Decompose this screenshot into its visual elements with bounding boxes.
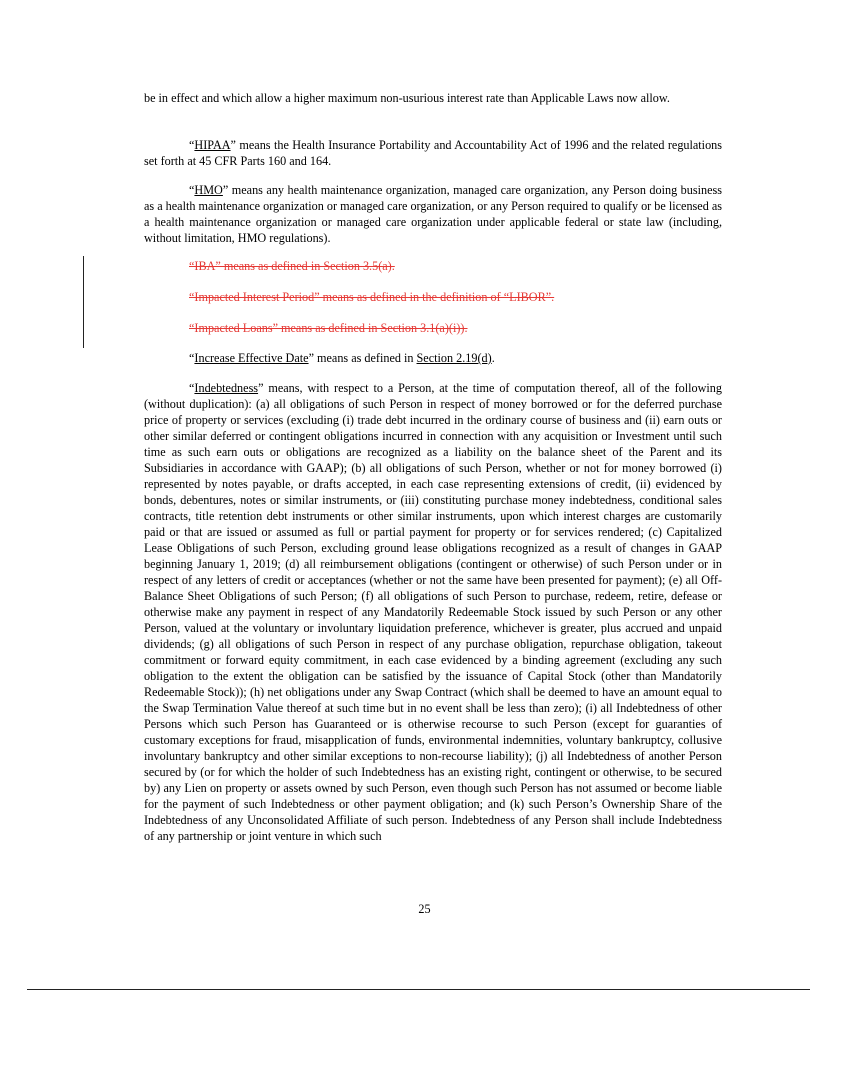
open-quote: “ [189, 351, 195, 365]
section-reference: Section 2.19(d) [416, 351, 492, 365]
defined-term-indebtedness: Indebtedness [194, 381, 259, 395]
definition-end: . [491, 351, 495, 365]
definition-hipaa-text: ” means the Health Insurance Portability and Accountability Act of 1996 and the related regulations set forth at 45 CFR Parts 160 and 164. [144, 138, 722, 168]
revision-change-bar [83, 256, 84, 348]
definition-hipaa [144, 137, 722, 169]
page-number: 25 [418, 902, 431, 916]
open-quote: “ [189, 183, 195, 197]
defined-term-increase-effective-date: Increase Effective Date [194, 351, 309, 365]
defined-term-hmo: HMO [194, 183, 223, 197]
deleted-definition-impacted-loans: “Impacted Loans” means as defined in Section 3.1(a)(i)). [189, 321, 468, 335]
footer-divider [27, 989, 810, 990]
definition-hmo [144, 182, 722, 246]
open-quote: “ [189, 138, 195, 152]
definition-indebtedness-text: ” means, with respect to a Person, at the time of computation thereof, all of the following (without duplication): (a) all obligations of such Person in respect of money borrowed or for the deferred purchase price of property or services (excluding (i) trade debt incurred in the ordinary course of business and (ii) earn outs or other similar deferred or contingent obligations incurred in connection with any acquisition or Investment until such time as such earn outs or obligations are recognized as a liability on the balance sheet of the Parent and its Subsidiaries in accordance with GAAP); (b) all obligations of such Person, whether or not for money borrowed (i) represented by notes payable, or drafts accepted, in each case representing extensions of credit, (ii) evidenced by bonds, debentures, notes or similar instruments, or (iii) constituting purchase money indebtedness, conditional sales contracts, title retention debt instruments or other similar instruments, upon which interest charges are customarily paid or that are issued or assumed as full or partial payment for property or for services rendered; (c) Capitalized Lease Obligations of such Person, excluding ground lease obligations recognized as a result of changes in GAAP beginning January 1, 2019; (d) all reimbursement obligations (contingent or otherwise) of such Person under or in respect of any letters of credit or acceptances (whether or not the same have been presented for payment); (e) all Off-Balance Sheet Obligations of such Person; (f) all obligations of such Person to purchase, redeem, retire, defease or otherwise make any payment in respect of any Mandatorily Redeemable Stock issued by such Person or any other Person, valued at the voluntary or involuntary liquidation preference, whichever is greater, plus accrued and unpaid dividends; (g) all obligations of such Person in respect of any purchase obligation, repurchase obligation, takeout commitment or forward equity commitment, in each case evidenced by a binding agreement (excluding any such obligation to the extent the obligation can be satisfied by the issuance of Capital Stock (other than Mandatorily Redeemable Stock)); (h) net obligations under any Swap Contract (which shall be deemed to have an amount equal to the Swap Termination Value thereof at such time but in no event shall be less than zero); (i) all Indebtedness of other Persons which such Person has Guaranteed or is otherwise recourse to such Person (except for guaranties of customary exceptions for fraud, misapplication of funds, environmental indemnities, voluntary bankruptcy, collusive involuntary bankruptcy and other similar exceptions to non-recourse liability); (j) all Indebtedness of another Person secured by (or for which the holder of such Indebtedness has an existing right, contingent or otherwise, to be secured by) any Lien on property or assets owned by such Person, even though such Person has not assumed or become liable for the payment of such Indebtedness or other payment obligation; and (k) such Person’s Ownership Share of the Indebtedness of any Unconsolidated Affiliate of such person. Indebtedness of any Person shall include Indebtedness of any partnership or joint venture in which such [144, 381, 722, 843]
defined-term-hipaa: HIPAA [194, 138, 231, 152]
definition-indebtedness [144, 380, 722, 844]
deleted-definition-impacted-interest-period: “Impacted Interest Period” means as defined in the definition of “LIBOR”. [189, 290, 555, 304]
deleted-definition-iba: “IBA” means as defined in Section 3.5(a). [189, 259, 395, 273]
open-quote: “ [189, 381, 195, 395]
definition-increase-effective-date [189, 350, 495, 366]
paragraph-continuation: be in effect and which allow a higher maximum non-usurious interest rate than Applicable Laws now allow. [144, 91, 670, 105]
definition-hmo-text: ” means any health maintenance organization, managed care organization, any Person doing business as a health maintenance organization or managed care organization, or any Person required to qualify or be licensed as a health maintenance organization or managed care organization under applicable federal or state law (including, without limitation, HMO regulations). [144, 183, 722, 245]
definition-text: ” means as defined in [308, 351, 417, 365]
